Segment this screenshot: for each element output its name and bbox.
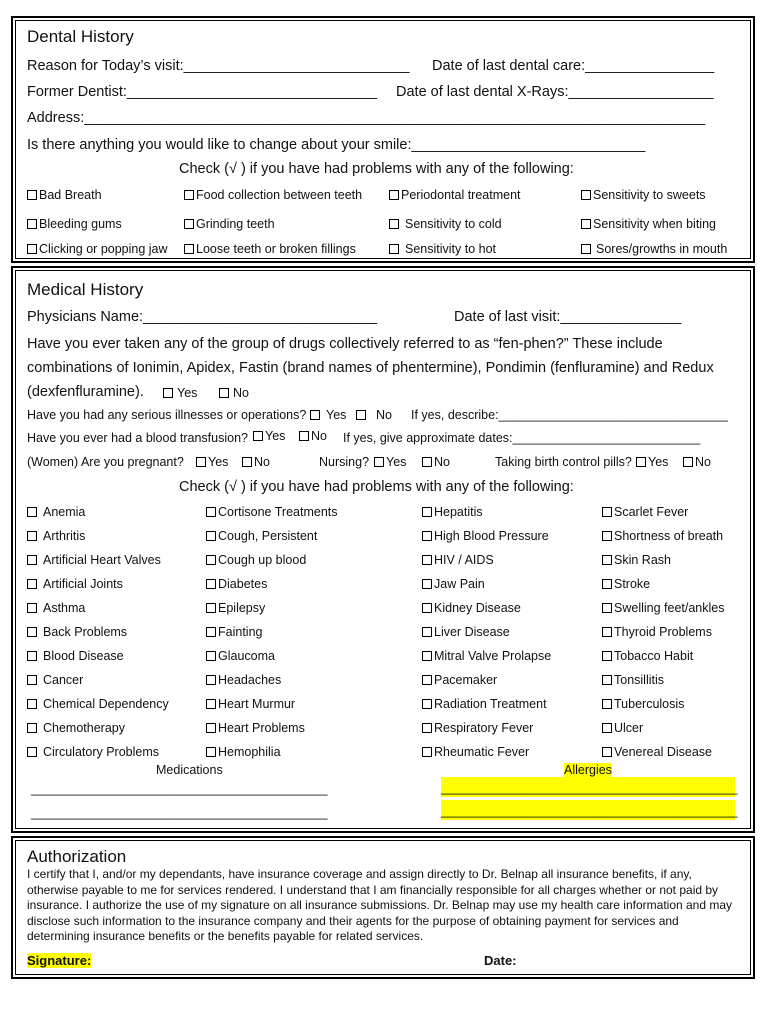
birth-control-no-checkbox[interactable]: No (683, 455, 711, 469)
condition-checkbox-radiation-treatment[interactable]: Radiation Treatment (422, 697, 547, 711)
checkbox-icon (389, 190, 399, 200)
transfusion-no-checkbox[interactable]: No (299, 429, 327, 443)
date-label: Date: (484, 953, 517, 968)
condition-checkbox-tobacco-habit[interactable]: Tobacco Habit (602, 649, 693, 663)
checkbox-icon (27, 219, 37, 229)
medications-label: Medications (156, 763, 223, 777)
condition-checkbox-ulcer[interactable]: Ulcer (602, 721, 643, 735)
condition-checkbox-chemotherapy[interactable]: Chemotherapy (27, 721, 125, 735)
checkbox-icon (206, 603, 216, 613)
checkbox-icon (422, 747, 432, 757)
checkbox-icon (184, 190, 194, 200)
allergies-input-1[interactable]: _________________________________________ (441, 777, 735, 797)
checkbox-icon (27, 747, 37, 757)
checkbox-icon (242, 457, 252, 467)
transfusion-yes-checkbox[interactable]: Yes (253, 429, 285, 443)
checkbox-icon (602, 531, 612, 541)
checkbox-icon (27, 651, 37, 661)
condition-checkbox-arthritis[interactable]: Arthritis (27, 529, 85, 543)
condition-checkbox-pacemaker[interactable]: Pacemaker (422, 673, 497, 687)
checkbox-icon (422, 531, 432, 541)
checkbox-icon (27, 555, 37, 565)
fenphen-question-line2: combinations of Ionimin, Apidex, Fastin (brand names of phentermine), Pondimin (fenfluramine) and Redux (27, 360, 714, 376)
condition-checkbox-cancer[interactable]: Cancer (27, 673, 83, 687)
condition-checkbox-heart-murmur[interactable]: Heart Murmur (206, 697, 295, 711)
fenphen-yes-checkbox[interactable]: Yes (163, 386, 197, 400)
pregnant-question: (Women) Are you pregnant? (27, 455, 184, 469)
checkbox-icon (422, 627, 432, 637)
checkbox-icon (253, 431, 263, 441)
checkbox-icon (184, 219, 194, 229)
last-xrays-field[interactable]: Date of last dental X-Rays:__________________ (396, 84, 714, 100)
condition-checkbox-heart-problems[interactable]: Heart Problems (206, 721, 305, 735)
fenphen-question-line1: Have you ever taken any of the group of drugs collectively referred to as “fen-phen?” These include (27, 336, 663, 352)
checkbox-loose-teeth[interactable]: Loose teeth or broken fillings (184, 242, 356, 256)
checkbox-icon (310, 410, 320, 420)
condition-checkbox-tonsillitis[interactable]: Tonsillitis (602, 673, 664, 687)
checkbox-grinding-teeth[interactable]: Grinding teeth (184, 217, 275, 231)
checkbox-icon (422, 507, 432, 517)
checkbox-icon (422, 675, 432, 685)
change-smile-field[interactable]: Is there anything you would like to change about your smile:_____________________________ (27, 137, 646, 153)
condition-checkbox-anemia[interactable]: Anemia (27, 505, 85, 519)
checkbox-sensitivity-biting[interactable]: Sensitivity when biting (581, 217, 716, 231)
checkbox-icon (581, 244, 591, 254)
checkbox-icon (422, 555, 432, 565)
condition-checkbox-cough-persistent[interactable]: Cough, Persistent (206, 529, 317, 543)
condition-checkbox-high-blood-pressure[interactable]: High Blood Pressure (422, 529, 549, 543)
checkbox-icon (602, 507, 612, 517)
nursing-question: Nursing? (319, 455, 370, 469)
checkbox-icon (27, 190, 37, 200)
pregnant-yes-checkbox[interactable]: Yes (196, 455, 228, 469)
checkbox-icon (27, 699, 37, 709)
allergies-highlight: Allergies (564, 763, 612, 777)
condition-checkbox-liver-disease[interactable]: Liver Disease (422, 625, 510, 639)
condition-checkbox-epilepsy[interactable]: Epilepsy (206, 601, 265, 615)
illness-describe-field[interactable]: If yes, describe:_________________________________ (411, 408, 728, 422)
illness-question: Have you had any serious illnesses or operations? (27, 408, 307, 422)
condition-checkbox-venereal-disease[interactable]: Venereal Disease (602, 745, 712, 759)
checkbox-clicking-jaw[interactable]: Clicking or popping jaw (27, 242, 168, 256)
condition-checkbox-artificial-joints[interactable]: Artificial Joints (27, 577, 123, 591)
condition-checkbox-back-problems[interactable]: Back Problems (27, 625, 127, 639)
condition-checkbox-swelling-feet-ankles[interactable]: Swelling feet/ankles (602, 601, 724, 615)
checkbox-icon (602, 651, 612, 661)
checkbox-icon (184, 244, 194, 254)
medical-check-prompt: Check (√ ) if you have had problems with any of the following: (179, 479, 574, 495)
condition-checkbox-diabetes[interactable]: Diabetes (206, 577, 267, 591)
checkbox-icon (27, 531, 37, 541)
condition-checkbox-skin-rash[interactable]: Skin Rash (602, 553, 671, 567)
checkbox-icon (602, 579, 612, 589)
checkbox-icon (206, 531, 216, 541)
checkbox-icon (422, 651, 432, 661)
condition-checkbox-headaches[interactable]: Headaches (206, 673, 281, 687)
checkbox-icon (206, 627, 216, 637)
birth-control-yes-checkbox[interactable]: Yes (636, 455, 668, 469)
checkbox-icon (27, 723, 37, 733)
condition-checkbox-hemophilia[interactable]: Hemophilia (206, 745, 281, 759)
checkbox-icon (602, 603, 612, 613)
condition-checkbox-glaucoma[interactable]: Glaucoma (206, 649, 275, 663)
last-visit-field[interactable]: Date of last visit:_______________ (454, 309, 682, 325)
allergies-label (564, 763, 612, 777)
checkbox-periodontal-treatment[interactable]: Periodontal treatment (389, 188, 521, 202)
condition-checkbox-respiratory-fever[interactable]: Respiratory Fever (422, 721, 533, 735)
transfusion-question: Have you ever had a blood transfusion? (27, 431, 248, 445)
medical-history-title: Medical History (27, 280, 144, 299)
condition-checkbox-artificial-heart-valves[interactable]: Artificial Heart Valves (27, 553, 161, 567)
checkbox-icon (422, 603, 432, 613)
checkbox-icon (206, 507, 216, 517)
checkbox-icon (163, 388, 173, 398)
condition-checkbox-hiv-aids[interactable]: HIV / AIDS (422, 553, 494, 567)
dental-history-title: Dental History (27, 27, 134, 46)
checkbox-icon (27, 627, 37, 637)
condition-checkbox-chemical-dependency[interactable]: Chemical Dependency (27, 697, 169, 711)
authorization-text: I certify that I, and/or my dependants, have insurance coverage and assign directly to Dr. Belnap all insurance benefits, if any, otherwise payable to me for services rendered. I understand that I am financially responsible for all charges whether or not paid by insurance. I authorize the use of my signature on all insurance submissions. Dr. Belnap may use my health care information and may disclose such information to the insurance company and their agents for the purpose of obtaining payment for services and determining insurance benefits or the benefits payable for related services. (27, 867, 733, 943)
checkbox-icon (196, 457, 206, 467)
condition-checkbox-stroke[interactable]: Stroke (602, 577, 650, 591)
checkbox-icon (389, 219, 399, 229)
checkbox-icon (602, 747, 612, 757)
medications-line-1[interactable]: _________________________________________ (31, 781, 328, 796)
nursing-yes-checkbox[interactable]: Yes (374, 455, 406, 469)
checkbox-icon (27, 579, 37, 589)
pregnant-no-checkbox[interactable]: No (242, 455, 270, 469)
checkbox-icon (602, 627, 612, 637)
checkbox-icon (581, 219, 591, 229)
authorization-section (15, 840, 751, 975)
checkbox-icon (602, 675, 612, 685)
checkbox-icon (602, 723, 612, 733)
physician-name-field[interactable]: Physicians Name:_____________________________ (27, 309, 377, 325)
medications-line-2[interactable]: _________________________________________ (31, 805, 328, 820)
checkbox-icon (422, 457, 432, 467)
nursing-no-checkbox[interactable]: No (422, 455, 450, 469)
fenphen-no-checkbox[interactable]: No (219, 386, 249, 400)
condition-checkbox-mitral-valve-prolapse[interactable]: Mitral Valve Prolapse (422, 649, 551, 663)
reason-for-visit-field[interactable]: Reason for Today’s visit:____________________________ (27, 58, 410, 74)
former-dentist-field[interactable]: Former Dentist:_______________________________ (27, 84, 377, 100)
checkbox-icon (27, 603, 37, 613)
condition-checkbox-fainting[interactable]: Fainting (206, 625, 262, 639)
signature-label: Signature: (27, 953, 92, 968)
checkbox-icon (206, 555, 216, 565)
allergies-input-2[interactable]: _________________________________________ (441, 800, 735, 820)
checkbox-icon (206, 579, 216, 589)
checkbox-icon (27, 244, 37, 254)
condition-checkbox-scarlet-fever[interactable]: Scarlet Fever (602, 505, 688, 519)
condition-checkbox-tuberculosis[interactable]: Tuberculosis (602, 697, 684, 711)
last-dental-care-field[interactable]: Date of last dental care:________________ (432, 58, 715, 74)
checkbox-icon (422, 723, 432, 733)
illness-no-checkbox[interactable]: No (356, 408, 392, 422)
checkbox-icon (422, 699, 432, 709)
checkbox-bad-breath[interactable]: Bad Breath (27, 188, 102, 202)
fenphen-question-line3: (dexfenfluramine). (27, 384, 144, 400)
checkbox-icon (389, 244, 399, 254)
illness-yes-checkbox[interactable]: Yes (310, 408, 346, 422)
checkbox-icon (206, 675, 216, 685)
checkbox-icon (206, 699, 216, 709)
condition-checkbox-circulatory-problems[interactable]: Circulatory Problems (27, 745, 159, 759)
dental-check-prompt: Check (√ ) if you have had problems with any of the following: (179, 161, 574, 177)
authorization-title: Authorization (27, 847, 127, 866)
checkbox-icon (27, 675, 37, 685)
checkbox-sores-growths[interactable]: Sores/growths in mouth (581, 242, 727, 256)
checkbox-sensitivity-cold[interactable]: Sensitivity to cold (389, 217, 502, 231)
checkbox-icon (581, 190, 591, 200)
checkbox-icon (206, 651, 216, 661)
condition-checkbox-kidney-disease[interactable]: Kidney Disease (422, 601, 521, 615)
condition-checkbox-blood-disease[interactable]: Blood Disease (27, 649, 124, 663)
condition-checkbox-jaw-pain[interactable]: Jaw Pain (422, 577, 485, 591)
checkbox-icon (206, 723, 216, 733)
condition-checkbox-rheumatic-fever[interactable]: Rheumatic Fever (422, 745, 529, 759)
condition-checkbox-cortisone-treatments[interactable]: Cortisone Treatments (206, 505, 338, 519)
checkbox-icon (422, 579, 432, 589)
checkbox-icon (27, 507, 37, 517)
medical-history-section (15, 270, 751, 829)
checkbox-icon (206, 747, 216, 757)
condition-checkbox-thyroid-problems[interactable]: Thyroid Problems (602, 625, 712, 639)
checkbox-sensitivity-sweets[interactable]: Sensitivity to sweets (581, 188, 706, 202)
checkbox-icon (374, 457, 384, 467)
checkbox-icon (219, 388, 229, 398)
address-field[interactable]: Address:_____________________________________________________________________________ (27, 110, 706, 126)
checkbox-icon (636, 457, 646, 467)
dental-history-section (15, 20, 751, 259)
checkbox-sensitivity-hot[interactable]: Sensitivity to hot (389, 242, 496, 256)
condition-checkbox-hepatitis[interactable]: Hepatitis (422, 505, 483, 519)
transfusion-dates-field[interactable]: If yes, give approximate dates:___________________________ (343, 431, 701, 445)
condition-checkbox-shortness-of-breath[interactable]: Shortness of breath (602, 529, 723, 543)
condition-checkbox-cough-up-blood[interactable]: Cough up blood (206, 553, 306, 567)
checkbox-icon (602, 555, 612, 565)
checkbox-icon (356, 410, 366, 420)
birth-control-question: Taking birth control pills? (495, 455, 632, 469)
checkbox-icon (602, 699, 612, 709)
condition-checkbox-asthma[interactable]: Asthma (27, 601, 85, 615)
checkbox-icon (683, 457, 693, 467)
checkbox-bleeding-gums[interactable]: Bleeding gums (27, 217, 122, 231)
checkbox-icon (299, 431, 309, 441)
checkbox-food-collection[interactable]: Food collection between teeth (184, 188, 362, 202)
